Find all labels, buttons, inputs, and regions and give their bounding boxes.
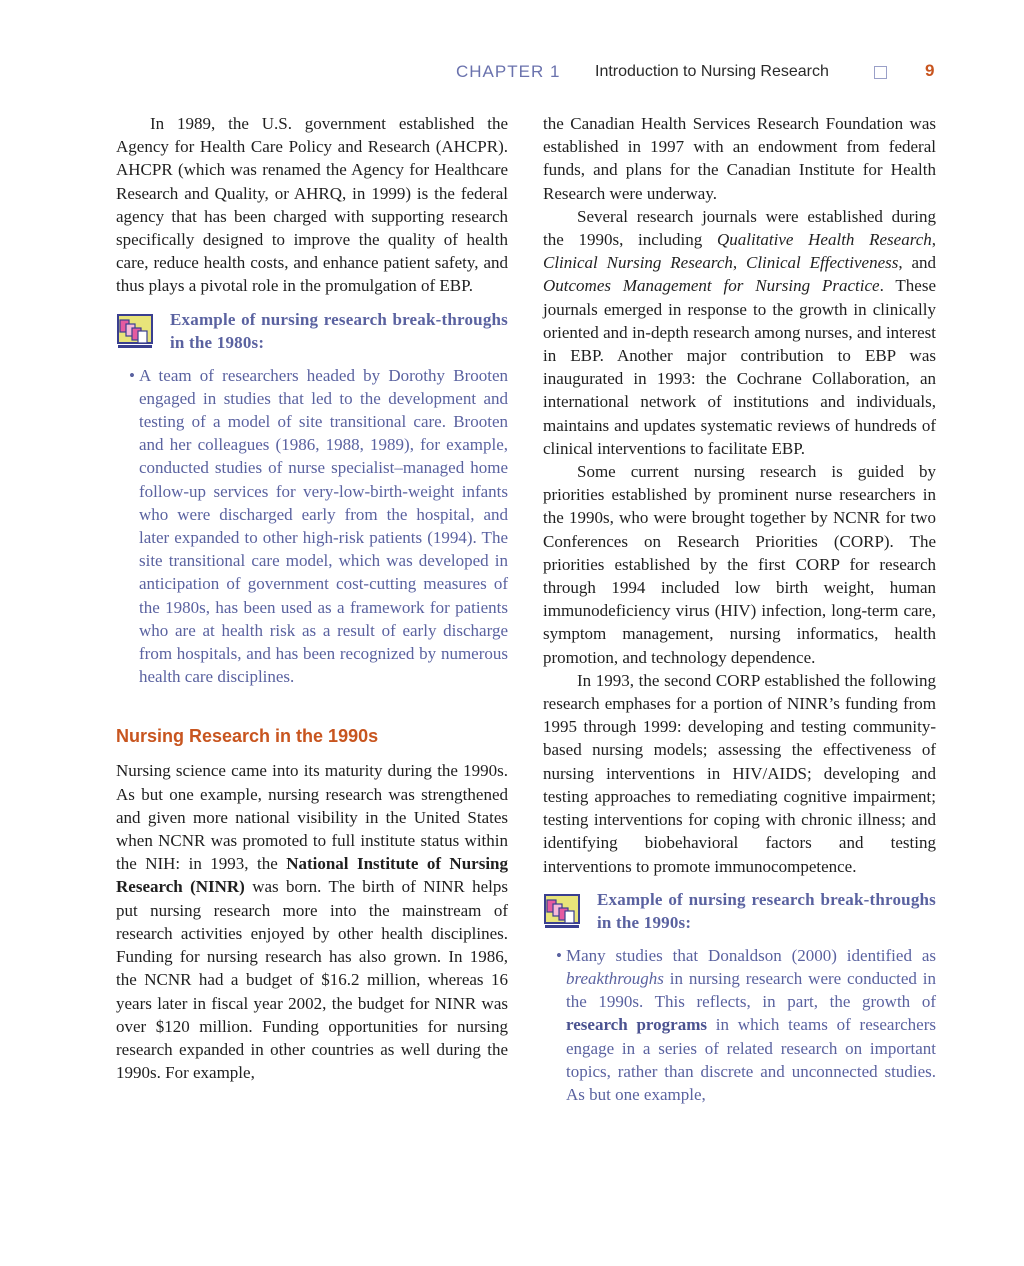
example-box-1990s: [543, 888, 936, 934]
research-example-icon: [116, 312, 156, 350]
running-header: [0, 58, 1024, 88]
example-title-1980s: Example of nursing research break-throughs in the 1980s:: [170, 309, 508, 352]
bullet-text-donaldson: Many studies that Donaldson (2000) identified as breakthroughs in nursing research were conducted in the 1990s. This reflects, in part, the growth of research programs in which teams of researchers engage in a series of related research on important topics, rather than discrete and unconnected studies. As but one example,: [566, 945, 936, 1104]
bullet-item-donaldson: [543, 944, 936, 1106]
square-icon: [874, 66, 887, 79]
paragraph-canadian: the Canadian Health Services Research Foundation was established in 1997 with an endowment from federal funds, and plans for the Canadian Institute for Health Research were underway.: [543, 114, 936, 203]
section-heading-1990s: Nursing Research in the 1990s: [116, 726, 379, 747]
chapter-title: Introduction to Nursing Research: [595, 63, 829, 80]
bold-term: research programs: [566, 1015, 707, 1035]
paragraph-ahcpr: In 1989, the U.S. government established the Agency for Health Care Policy and Research (AHCPR). AHCPR (which was renamed the Agency for Healthcare Research and Quality, or AHRQ, in 1999) is the federal agency that has been charged with supporting research specifically designed to improve the quality of health care, reduce health costs, and enhance patient safety, and thus plays a pivotal role in the promulgation of EBP.: [116, 114, 508, 296]
bullet-text-brooten: A team of researchers headed by Dorothy Brooten engaged in studies that led to the development and testing of a model of site transitional care. Brooten and her colleagues (1986, 1988, 1989), for example, conducted studies of nurse specialist–managed home follow-up services for very-low-birth-weight infants who were discharged early from the hospital, and later expanded to other high-risk patients (1994). The site transitional care model, which was developed in anticipation of government cost-cutting measures of the 1980s, has been used as a framework for patients who are at health risk as a result of early discharge from hospitals, and has been recognized by numerous health care disciplines.: [139, 365, 508, 687]
page-number: 9: [925, 61, 935, 80]
journal-title: Clinical Nursing Research: [543, 253, 733, 273]
right-column: [543, 112, 936, 1106]
italic-term: breakthroughs: [566, 968, 664, 988]
chapter-label: CHAPTER 1: [456, 62, 561, 81]
paragraph-nursing-1990s: Nursing science came into its maturity during the 1990s. As but one example, nursing research was strengthened and given more national visibility in the United States when NCNR was promoted to full institute status within the NIH: in 1993, the National Institute of Nursing Research (NINR) was born. The birth of NINR helps put nursing research more into the mainstream of research activities enjoyed by other health disciplines. Funding for nursing research has also grown. In 1986, the NCNR had a budget of $16.2 million, whereas 16 years later in fiscal year 2002, the budget for NINR was over $120 million. Funding opportunities for nursing research expanded in other countries as well during the 1990s. For example,: [116, 761, 508, 1083]
bullet-icon: •: [556, 945, 562, 965]
example-title-1990s: Example of nursing research break-throughs in the 1990s:: [597, 889, 936, 932]
paragraph-second-corp: In 1993, the second CORP established the following research emphases for a portion of NINR’s funding from 1995 through 1999: developing and testing community-based nursing models; assessing the effectiveness of nursing interventions in HIV/AIDS; developing and testing approaches to remediating cognitive impairment; testing interventions for coping with chronic illness; and identifying biobehavioral factors and testing interventions to promote immunocompetence.: [543, 670, 936, 876]
ninr-term: National Institute of Nursing Research (NINR): [116, 854, 508, 897]
bullet-item-brooten: [116, 364, 508, 689]
left-column: [116, 112, 508, 1084]
journal-title: Outcomes Management for Nursing Practice: [543, 276, 880, 296]
research-example-icon: [543, 892, 583, 930]
paragraph-corp-priorities: Some current nursing research is guided by priorities established by prominent nurse researchers in the 1990s, who were brought together by NCNR for two Conferences on Research Priorities (CORP). The priorities established by the first CORP for research through 1994 included low birth weight, human immunodeficiency virus (HIV) infection, long-term care, symptom management, nursing informatics, health promotion, and technology dependence.: [543, 462, 936, 667]
bullet-icon: •: [129, 365, 135, 385]
example-box-1980s: [116, 308, 508, 354]
journal-title: Qualitative Health Research: [716, 230, 932, 250]
paragraph-journals: Several research journals were established during the 1990s, including Qualitative Health Research, Clinical Nursing Research, Clinical Effectiveness, and Outcomes Management for Nursing Practice. These journals emerged in response to the growth in clinically oriented and in-depth research among nurses, and interest in EBP. Another major contribution to EBP was inaugurated in 1993: the Cochrane Collaboration, an international network of institutions and individuals, maintains and updates systematic reviews of hundreds of clinical interventions to facilitate EBP.: [543, 206, 937, 458]
journal-title: Clinical Effectiveness: [746, 253, 899, 273]
